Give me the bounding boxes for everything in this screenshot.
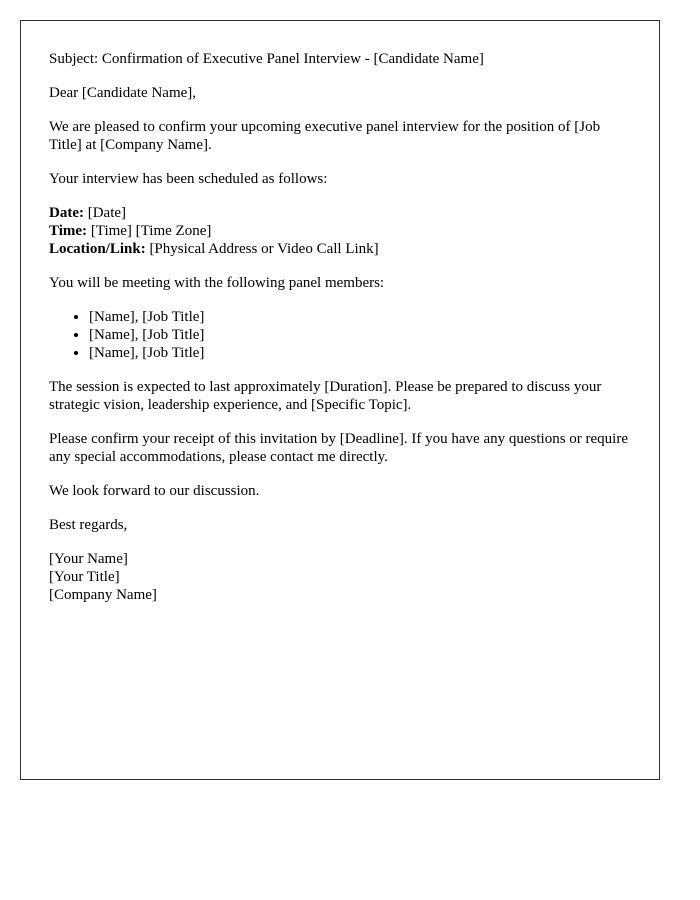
detail-value: [Physical Address or Video Call Link]: [149, 241, 379, 257]
signature-title: [Your Title]: [49, 569, 120, 585]
detail-time: [49, 222, 631, 240]
panel-intro: You will be meeting with the following panel members:: [49, 275, 385, 291]
letter-container: [20, 20, 660, 780]
detail-location: [49, 240, 631, 258]
signature-name: [Your Name]: [49, 551, 128, 567]
schedule-details: [49, 204, 631, 258]
subject-line: Subject: Confirmation of Executive Panel Interview - [Candidate Name]: [49, 51, 484, 67]
signature-company: [Company Name]: [49, 587, 157, 603]
detail-date: [49, 204, 631, 222]
detail-label: Location/Link:: [49, 241, 146, 257]
detail-label: Time:: [49, 223, 88, 239]
confirm-paragraph: Please confirm your receipt of this invitation by [Deadline]. If you have any questions or require any special accommodations, please contact me directly.: [49, 431, 628, 465]
signature-block: [49, 550, 631, 604]
schedule-intro: Your interview has been scheduled as follows:: [49, 171, 328, 187]
greeting: Dear [Candidate Name],: [49, 85, 197, 101]
detail-value: [Time] [Time Zone]: [90, 223, 212, 239]
intro-paragraph: We are pleased to confirm your upcoming executive panel interview for the position of [Job Title] at [Company Name].: [49, 119, 601, 153]
list-item: • [Name], [Job Title]: [89, 326, 631, 344]
detail-value: [Date]: [87, 205, 127, 221]
sign-off: Best regards,: [49, 517, 128, 533]
panel-member-list: [49, 308, 631, 362]
detail-label: Date:: [49, 205, 84, 221]
session-paragraph: The session is expected to last approximately [Duration]. Please be prepared to discuss your strategic vision, leadership experience, and [Specific Topic].: [49, 379, 602, 413]
list-item: • [Name], [Job Title]: [89, 344, 631, 362]
list-item: • [Name], [Job Title]: [89, 308, 631, 326]
closing-line: We look forward to our discussion.: [49, 483, 260, 499]
